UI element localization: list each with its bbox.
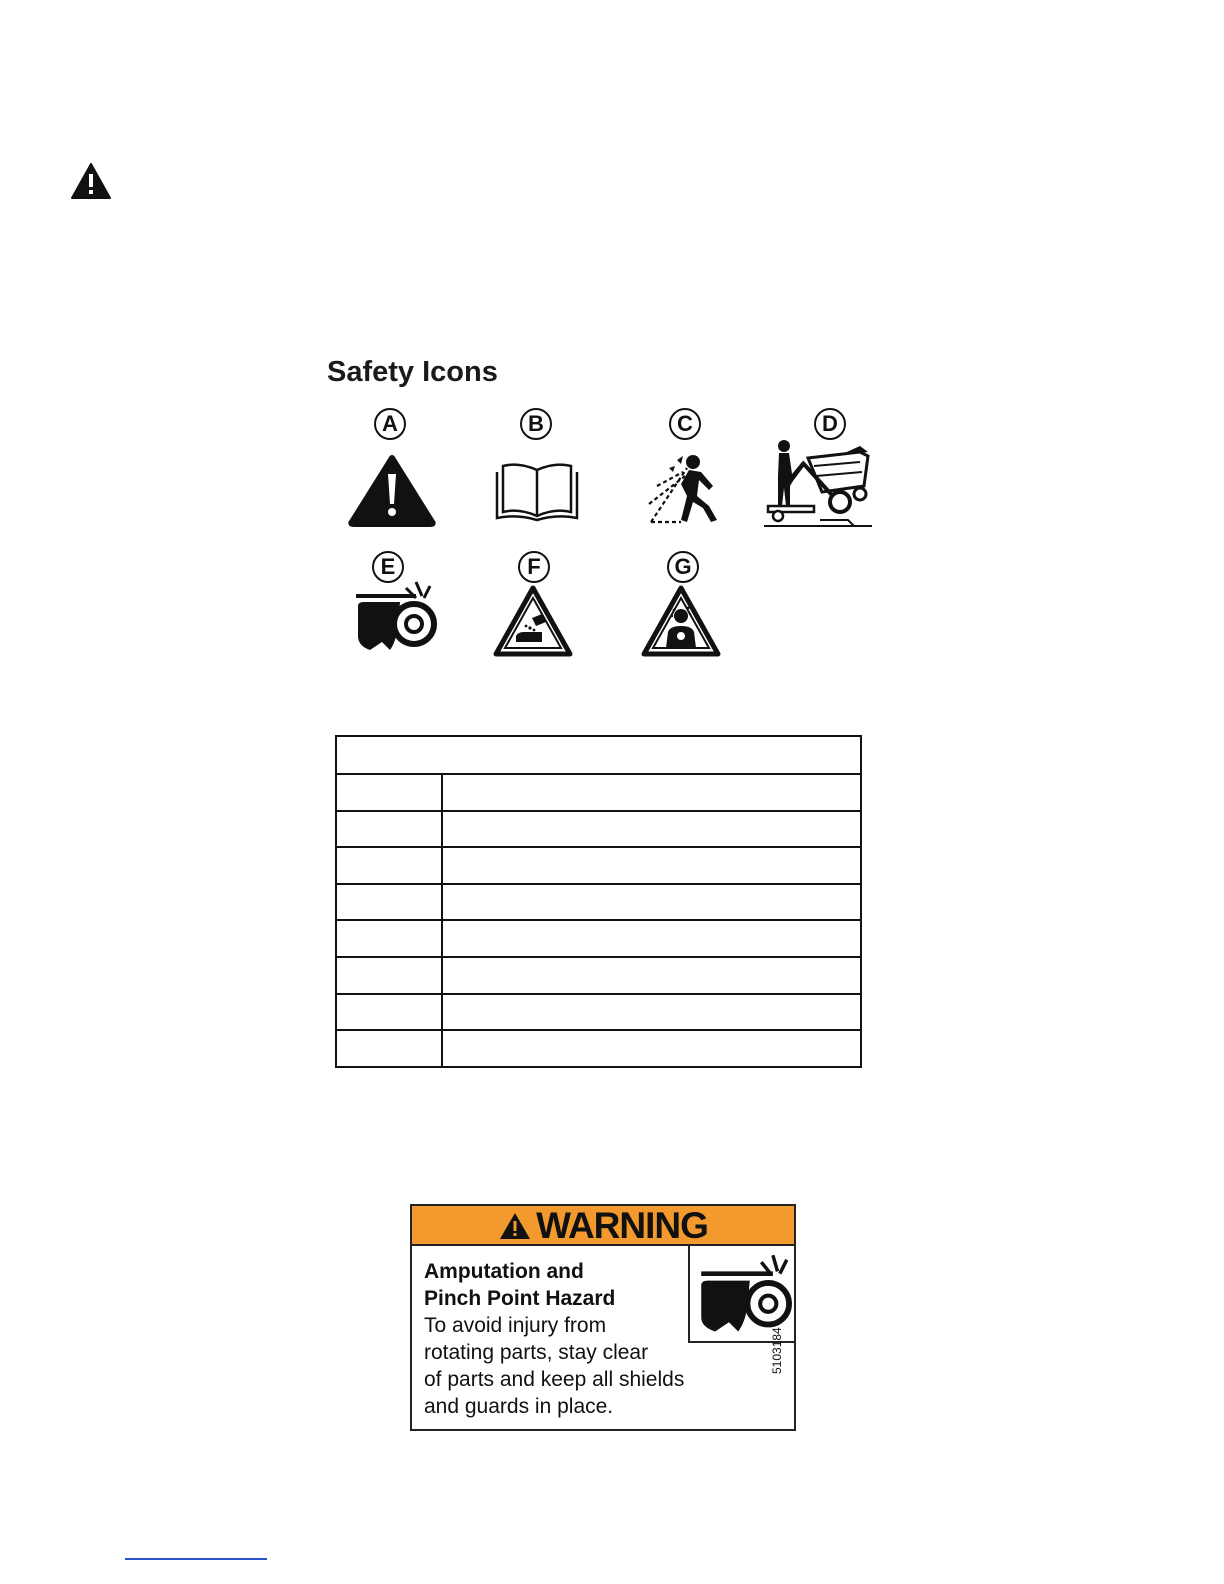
decal-part-number: 5103184 [770,1327,784,1374]
thrown-objects-icon [637,446,737,526]
decal-body-line: and guards in place. [424,1395,614,1418]
table-cell-value [442,884,861,921]
reference-table [335,735,862,1068]
chemical-hazard-icon [492,584,574,660]
table-cell-value [442,811,861,848]
table-header [336,736,861,774]
table-row [336,1030,861,1067]
footer-link-underline[interactable] [125,1558,267,1560]
table-cell-value [442,847,861,884]
table-cell-value [442,1030,861,1067]
table-row [336,884,861,921]
decal-heading-line2: Pinch Point Hazard [424,1287,616,1310]
decal-body-line: rotating parts, stay clear [424,1341,649,1364]
section-title: Safety Icons [327,356,498,388]
table-row [336,847,861,884]
icon-letter-e: E [372,551,404,583]
icon-letter-f: F [518,551,550,583]
table-row [336,957,861,994]
decal-header [412,1206,794,1246]
table-cell-key [336,774,442,811]
table-row [336,811,861,848]
table-cell-value [442,920,861,957]
icon-letter-g: G [667,551,699,583]
table-cell-key [336,847,442,884]
table-row [336,774,861,811]
table-cell-value [442,994,861,1031]
warning-triangle-icon [498,1211,532,1241]
decal-signal-word: WARNING [536,1205,708,1246]
warning-triangle-icon [70,162,112,200]
respiratory-hazard-icon [640,584,722,660]
warning-triangle-icon [342,452,442,532]
table-cell-key [336,811,442,848]
table-cell-value [442,957,861,994]
icon-letter-d: D [814,408,846,440]
pinch-point-icon [350,580,440,656]
table-cell-key [336,920,442,957]
table-cell-value [442,774,861,811]
icon-letter-c: C [669,408,701,440]
operator-platform-icon [764,436,874,530]
decal-heading-line1: Amputation and [424,1260,584,1283]
table-cell-key [336,957,442,994]
icon-letter-b: B [520,408,552,440]
table-cell-key [336,1030,442,1067]
decal-body-line: of parts and keep all shields [424,1368,685,1391]
icon-letter-a: A [374,408,406,440]
table-cell-key [336,994,442,1031]
decal-body-line: To avoid injury from [424,1314,607,1337]
manual-book-icon [487,452,587,532]
table-row [336,920,861,957]
table-row [336,994,861,1031]
table-cell-key [336,884,442,921]
warning-decal [410,1204,796,1431]
